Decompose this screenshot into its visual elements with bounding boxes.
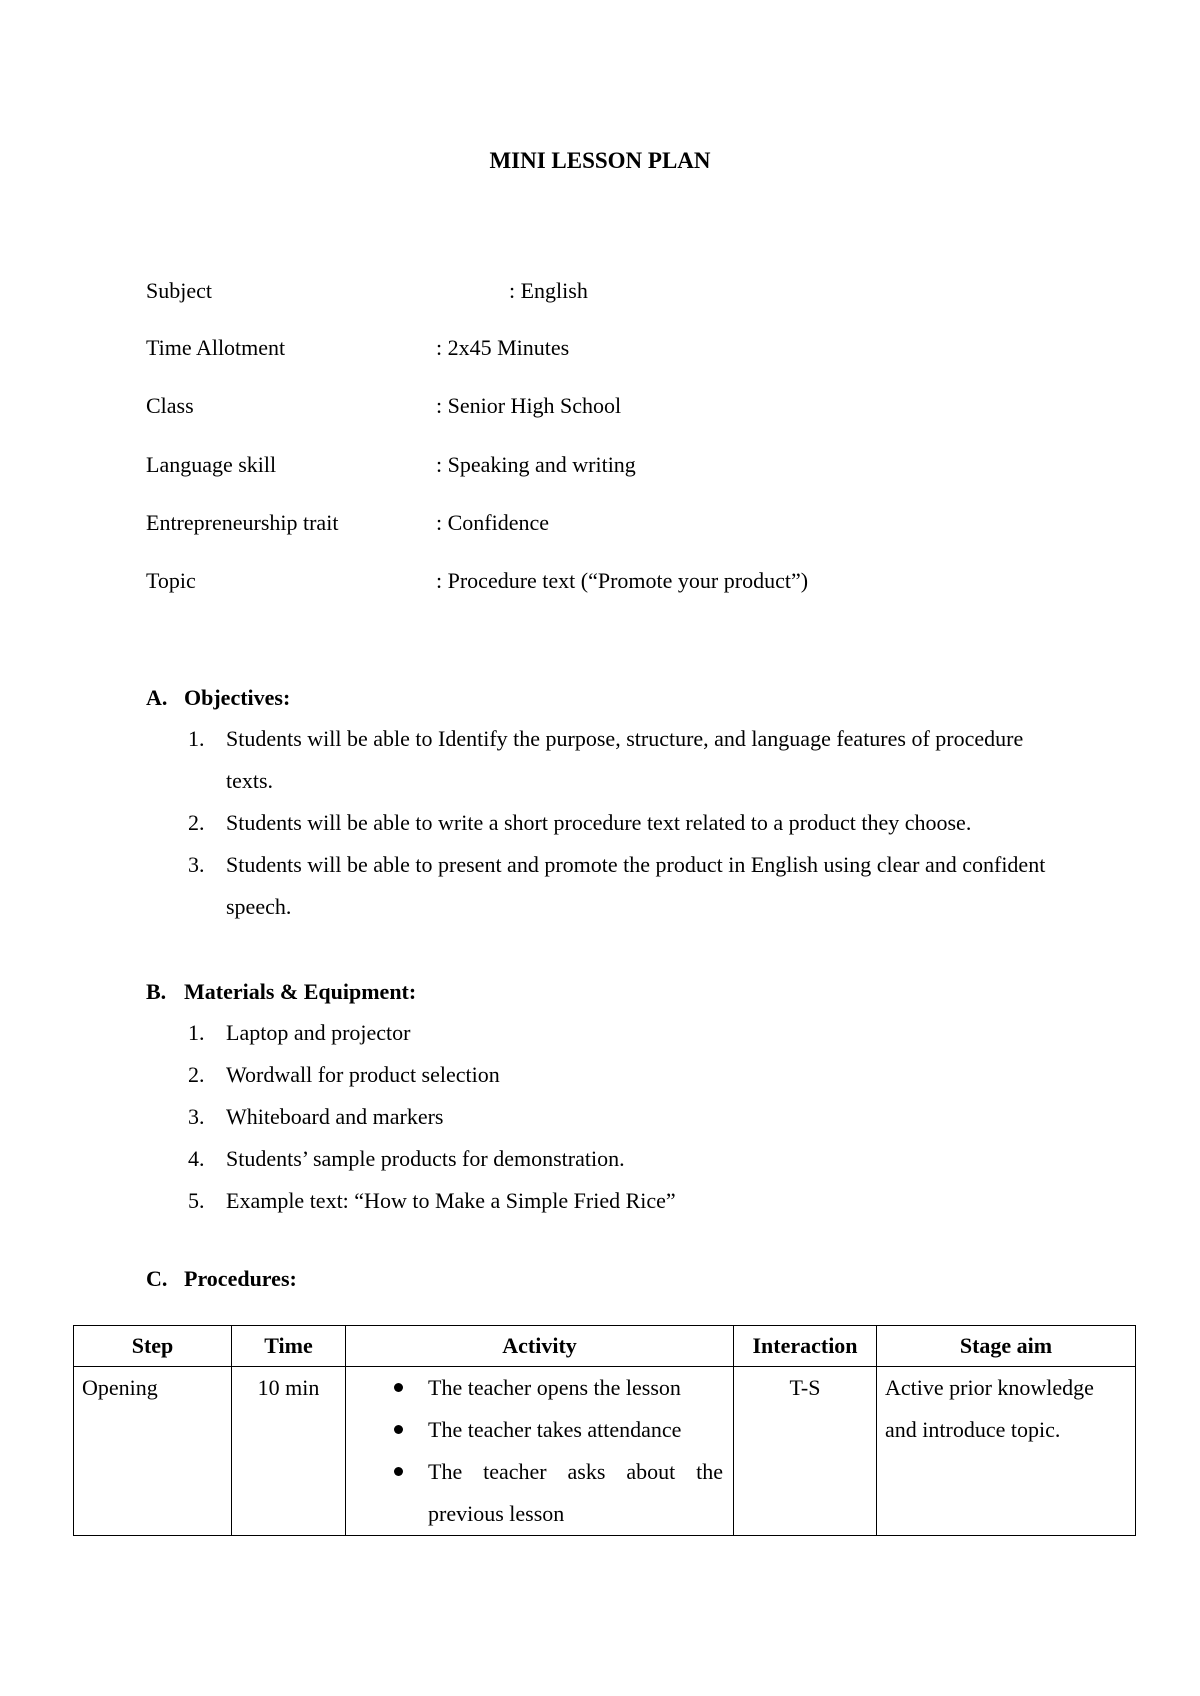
list-text: Example text: “How to Make a Simple Fried Rice” xyxy=(226,1188,676,1213)
info-label: Class xyxy=(146,393,194,418)
activity-item xyxy=(354,1451,723,1535)
column-header-time: Time xyxy=(232,1326,346,1367)
material-item xyxy=(188,1180,1068,1222)
procedures-table xyxy=(73,1325,1136,1536)
info-value: : Procedure text (“Promote your product”) xyxy=(436,568,809,593)
list-text: Students’ sample products for demonstration. xyxy=(226,1146,625,1171)
section-heading-procedures xyxy=(146,1264,297,1294)
column-header-interaction: Interaction xyxy=(734,1326,877,1367)
list-text: Whiteboard and markers xyxy=(226,1104,444,1129)
list-number: 1. xyxy=(188,726,205,751)
list-text: Students will be able to present and promote the product in English using clear and confident speech. xyxy=(226,852,1046,919)
list-text: Students will be able to write a short procedure text related to a product they choose. xyxy=(226,810,972,835)
info-value: : English xyxy=(509,278,588,303)
list-text: Laptop and projector xyxy=(226,1020,411,1045)
info-value: : Confidence xyxy=(436,510,550,535)
objective-item xyxy=(188,802,1068,844)
cell-interaction: T-S xyxy=(734,1367,877,1536)
bullet-icon xyxy=(394,1467,403,1476)
cell-step: Opening xyxy=(74,1367,232,1536)
list-number: 1. xyxy=(188,1020,205,1045)
activity-item xyxy=(354,1409,723,1451)
info-label: Subject xyxy=(146,278,212,303)
info-label: Entrepreneurship trait xyxy=(146,510,339,535)
activity-item xyxy=(354,1367,723,1409)
list-number: 2. xyxy=(188,810,205,835)
section-letter: A. xyxy=(146,685,168,710)
info-label: Topic xyxy=(146,568,196,593)
info-value: : Speaking and writing xyxy=(436,452,636,477)
section-title: Objectives: xyxy=(184,685,291,710)
section-letter: B. xyxy=(146,979,167,1004)
section-title: Materials & Equipment: xyxy=(184,979,417,1004)
list-text: Students will be able to Identify the purpose, structure, and language features of procedure texts. xyxy=(226,726,1024,793)
activity-text: The teacher takes attendance xyxy=(428,1417,682,1442)
list-number: 5. xyxy=(188,1188,205,1213)
section-letter: C. xyxy=(146,1266,168,1291)
list-number: 3. xyxy=(188,1104,205,1129)
cell-activity xyxy=(346,1367,734,1536)
list-number: 3. xyxy=(188,852,205,877)
info-value: : Senior High School xyxy=(436,393,622,418)
list-text: Wordwall for product selection xyxy=(226,1062,500,1087)
section-heading-materials xyxy=(146,977,416,1007)
info-value: : 2x45 Minutes xyxy=(436,335,570,360)
column-header-step: Step xyxy=(74,1326,232,1367)
table-header-row xyxy=(74,1326,1136,1367)
objective-item xyxy=(188,718,1068,802)
cell-stage-aim: Active prior knowledge and introduce topic. xyxy=(877,1367,1136,1536)
info-label: Language skill xyxy=(146,452,277,477)
material-item xyxy=(188,1054,1068,1096)
activity-text: The teacher asks about the previous lesson xyxy=(428,1459,723,1526)
list-number: 2. xyxy=(188,1062,205,1087)
bullet-icon xyxy=(394,1425,403,1434)
bullet-icon xyxy=(394,1383,403,1392)
objective-item xyxy=(188,844,1068,928)
cell-time: 10 min xyxy=(232,1367,346,1536)
material-item xyxy=(188,1012,1068,1054)
info-label: Time Allotment xyxy=(146,335,286,360)
activity-list xyxy=(354,1367,723,1535)
material-item xyxy=(188,1138,1068,1180)
table-row xyxy=(74,1367,1136,1536)
column-header-activity: Activity xyxy=(346,1326,734,1367)
list-number: 4. xyxy=(188,1146,205,1171)
activity-text: The teacher opens the lesson xyxy=(428,1375,681,1400)
document-title: MINI LESSON PLAN xyxy=(489,148,711,173)
section-heading-objectives xyxy=(146,683,290,713)
section-title: Procedures: xyxy=(184,1266,297,1291)
material-item xyxy=(188,1096,1068,1138)
column-header-stage-aim: Stage aim xyxy=(877,1326,1136,1367)
